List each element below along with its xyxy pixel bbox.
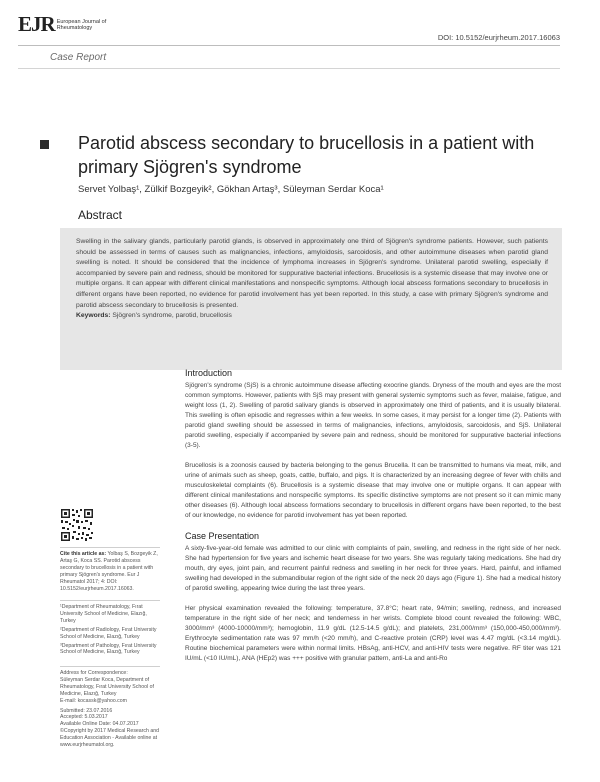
title-square-icon [40,140,49,149]
copyright: ©Copyright by 2017 Medical Research and Education Association - Available online at www.eurjrheumatol.org. [60,728,159,749]
qr-code-icon [60,508,94,542]
cite-text: Yolbaş S, Bozgeyik Z, Artaş G, Koca SS. Parotid abscess secondary to brucellosis in a patient with primary Sjögren's syndrome. Eur J Rheumatol 2017; 4: DOI: 10.5152/eurjrheum.2017.16063. [60,551,158,592]
introduction-heading: Introduction [185,368,233,378]
doi: DOI: 10.5152/eurjrheum.2017.16063 [437,33,560,42]
keywords-list: Sjögren's syndrome, parotid, brucellosis [112,312,232,320]
journal-logo [18,14,106,34]
case-presentation-heading: Case Presentation [185,531,260,541]
online-date: Available Online Date: 04.07.2017 [60,721,139,728]
main-column [185,368,561,664]
authors: Servet Yolbaş¹, Zülkif Bozgeyik², Gökhan Artaş³, Süleyman Serdar Koca¹ [78,184,384,195]
article-type: Case Report [50,52,107,63]
cite-block [60,551,160,592]
submitted-date: Submitted: 23.07.2016 [60,707,113,714]
sidebar-rule-1 [60,547,160,548]
logo-line1: European Journal of [56,19,107,25]
keywords [76,311,548,322]
affiliation-1: ¹Department of Rheumatology, Fırat University School of Medicine, Elazığ, Turkey [60,604,147,624]
case-paragraph-1: A sixty-five-year-old female was admitted to our clinic with complaints of pain, swelling, and redness in the right side of her neck. She had hypertension for five years and ischemic heart disease for two years. She was regularly taking medications. She had dry mouth, dry eyes, joint pain, and recurrent painful redness and swelling in her neck for three years. Hard, painful, and inflamed swelling had developed in the submandibular region of the right side of the neck 20 days ago (Figure 1). She had a medical history of parotid swelling, appearing twice during the last three years. [185,545,561,592]
keywords-label: Keywords: [76,312,111,320]
logo-mark: EJR [18,12,55,36]
introduction-paragraph-1: Sjögren's syndrome (SjS) is a chronic autoimmune disease affecting exocrine glands. Dryness of the mouth and eyes are the most common symptoms. However, patients with SjS may present with general systemic symptoms such as fever, malaise, fatigue, and weight loss (1, 2). Swelling of parotid salivary glands is observed in approximately one third of patients, and it is usually bilateral. This swelling is often episodic and regresses within a few weeks. In some cases, it may persist for a longer time (2). Patients with parotid gland swelling should be assessed in terms of malignancies, infections, amyloidosis, sarcoidosis, and SjS. Unilateral parotid swelling, especially if accompanied by severe pain and redness, should be monitored for suppurative bacterial infections (3-5). [185,382,561,449]
affiliation-3: ³Department of Pathology, Fırat University School of Medicine, Elazığ, Turkey [60,642,157,656]
case-paragraph-2: Her physical examination revealed the following: temperature, 37.8°C; heart rate, 94/min; swelling, redness, and increased temperature in the right side of her neck; and tenderness in her wrists. Complete blood count revealed the following: WBC, 3000/mm³ (4000-10000/mm³); hemoglobin, 11.9 g/dL (12.5-14.5 g/dL); and platelets, 231,000/mm³ (150,000-450,000/mm³). Erythrocyte sedimentation rate was 97 mm/h (<20 mm/h), and C-reactive protein (CRP) level was 4.47 mg/dL (<3.14 mg/dL). Routine biochemical parameters were within normal limits. HBsAg, anti-HCV, and anti-HIV tests were negative. RF titer was 121 IU/mL (<10 IU/mL), ANA (HEp2) was +++ positive with granular pattern, anti-La and anti-Ro [185,605,561,662]
correspondence-text: Süleyman Serdar Koca, Department of Rheumatology, Fırat University School of Medicine, Elazığ, Turkey [60,676,154,697]
abstract-text: Swelling in the salivary glands, particularly parotid glands, is observed in approximately one third of Sjögren's syndrome patients. However, such patients should be assessed in terms of causes such as malignancies, infections, amyloidosis, sarcoidosis, and other autoimmune diseases when parotid gland swelling is noted. It should be considered that the incidence of lymphoma increases in Sjögren's syndrome. Unilateral parotid swelling, especially if accompanied by severe pain and redness, should be monitored for suppurative bacterial infections. Brucellosis is a systemic disease that may involve one or multiple organs. It can appear with different clinical manifestations and nonspecific symptoms. Although local abscess formations secondary to brucellosis in different organs have been reported, no evidence for parotid involvement has yet been reported. In this study, a case with primary Sjögren's syndrome and parotid abscess secondary to brucellosis is presented. [76,238,548,309]
header-rule [18,45,560,46]
logo-line2: Rheumatology [56,25,93,31]
abstract-heading: Abstract [78,208,123,222]
correspondence-email: E-mail: kocassk@yahoo.com [60,697,127,704]
abstract-box [60,228,562,370]
introduction-paragraph-2: Brucellosis is a zoonosis caused by bacteria belonging to the genus Brucella. It can be transmitted to humans via meat, milk, and urine of animals such as sheep, goats, cattle, buffalo, and pigs. It is characterized by an increasing degree of fever with chills and musculoskeletal complaints (6). Brucellosis is a systemic disease that may involve one or multiple organs. It can appear with different clinical manifestations and nonspecific symptoms. Its specific distinctive symptoms are not present so it can mimic many other diseases (6). Although local abscess formations secondary to brucellosis in different organs have been reported, to the best of our knowledge, no evidence for parotid involvement has yet been reported. [185,462,561,519]
header-rule-lower [18,68,560,69]
correspondence-label: Address for Correspondence: [60,670,128,676]
article-title: Parotid abscess secondary to brucellosis in a patient with primary Sjögren's syndrome [78,133,535,177]
sidebar-rule-3 [60,666,160,667]
affiliation-2: ²Department of Radiology, Fırat University School of Medicine, Elazığ, Turkey [60,626,157,640]
sidebar-rule-2 [60,600,160,601]
cite-label: Cite this article as: [60,551,107,557]
logo-text [57,19,107,31]
accepted-date: Accepted: 5.03.2017 [60,714,108,721]
affiliations [60,604,160,656]
correspondence-block [60,670,160,749]
